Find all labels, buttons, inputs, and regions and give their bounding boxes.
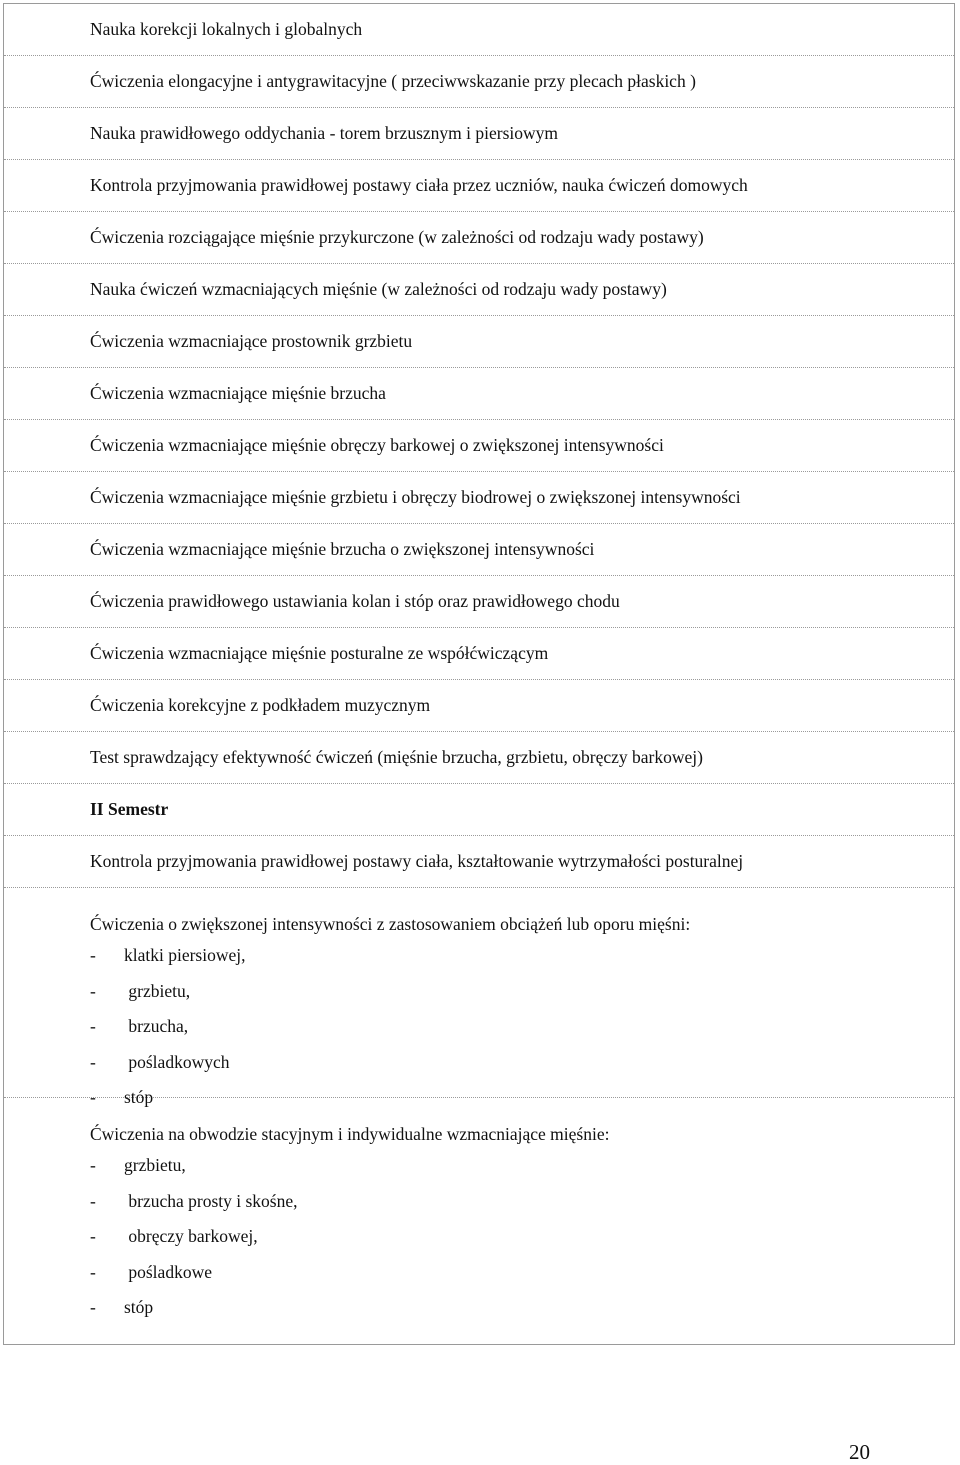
list-item	[90, 974, 954, 1010]
list-dash: -	[90, 945, 96, 966]
table-row: Ćwiczenia elongacyjne i antygrawitacyjne ( przeciwwskazanie przy plecach płaskich )	[4, 56, 954, 108]
exercise-list-cell	[4, 888, 954, 1108]
page-number: 20	[849, 1440, 870, 1464]
list-item	[90, 1148, 954, 1184]
table-row: Ćwiczenia rozciągające mięśnie przykurczone (w zależności od rodzaju wady postawy)	[4, 212, 954, 264]
list-title: Ćwiczenia na obwodzie stacyjnym i indywidualne wzmacniające mięśnie:	[90, 1124, 610, 1144]
table-row: Ćwiczenia prawidłowego ustawiania kolan i stóp oraz prawidłowego chodu	[4, 576, 954, 628]
list-dash: -	[90, 1016, 96, 1037]
list-dash: -	[90, 1155, 96, 1176]
list-item-label: pośladkowych	[124, 1051, 230, 1072]
table-row: Nauka korekcji lokalnych i globalnych	[4, 4, 954, 56]
table-row: Kontrola przyjmowania prawidłowej postawy ciała przez uczniów, nauka ćwiczeń domowych	[4, 160, 954, 212]
list-dash: -	[90, 1051, 96, 1072]
list-item	[90, 1009, 954, 1045]
semester-heading: II Semestr	[4, 784, 954, 836]
list-item-label: stóp	[124, 1087, 154, 1108]
list-item	[90, 1219, 954, 1255]
list-item	[90, 1255, 954, 1291]
list-dash: -	[90, 1087, 96, 1108]
list-dash: -	[90, 1190, 96, 1211]
table-row: Nauka ćwiczeń wzmacniających mięśnie (w zależności od rodzaju wady postawy)	[4, 264, 954, 316]
list-title: Ćwiczenia o zwiększonej intensywności z zastosowaniem obciążeń lub oporu mięśni:	[90, 914, 691, 934]
list-item-label: grzbietu,	[124, 1155, 186, 1176]
table-row: Test sprawdzający efektywność ćwiczeń (mięśnie brzucha, grzbietu, obręczy barkowej)	[4, 732, 954, 784]
table-row: Nauka prawidłowego oddychania - torem brzusznym i piersiowym	[4, 108, 954, 160]
table-row: Ćwiczenia wzmacniające mięśnie brzucha	[4, 368, 954, 420]
list-item-label: stóp	[124, 1297, 154, 1318]
list-item-label: pośladkowe	[124, 1261, 212, 1282]
table-row: Ćwiczenia wzmacniające mięśnie posturalne ze współćwiczącym	[4, 628, 954, 680]
list-dash: -	[90, 1226, 96, 1247]
curriculum-table	[3, 3, 955, 1345]
list-dash: -	[90, 1261, 96, 1282]
table-row: Ćwiczenia wzmacniające prostownik grzbietu	[4, 316, 954, 368]
list-item	[90, 1045, 954, 1081]
table-row: Ćwiczenia wzmacniające mięśnie grzbietu i obręczy biodrowej o zwiększonej intensywności	[4, 472, 954, 524]
list-item-label: obręczy barkowej,	[124, 1226, 258, 1247]
exercise-list-cell	[4, 1098, 954, 1324]
list-item-label: brzucha,	[124, 1016, 189, 1037]
list-item	[90, 1184, 954, 1220]
table-row: Kontrola przyjmowania prawidłowej postawy ciała, kształtowanie wytrzymałości posturalnej	[4, 836, 954, 888]
list-item-label: grzbietu,	[124, 980, 191, 1001]
list-item-label: klatki piersiowej,	[124, 945, 246, 966]
list-item	[90, 1290, 954, 1326]
list-dash: -	[90, 1297, 96, 1318]
list-dash: -	[90, 980, 96, 1001]
table-row: Ćwiczenia wzmacniające mięśnie obręczy barkowej o zwiększonej intensywności	[4, 420, 954, 472]
table-row: Ćwiczenia korekcyjne z podkładem muzycznym	[4, 680, 954, 732]
table-row: Ćwiczenia wzmacniające mięśnie brzucha o zwiększonej intensywności	[4, 524, 954, 576]
list-item	[90, 938, 954, 974]
list-item-label: brzucha prosty i skośne,	[124, 1190, 298, 1211]
